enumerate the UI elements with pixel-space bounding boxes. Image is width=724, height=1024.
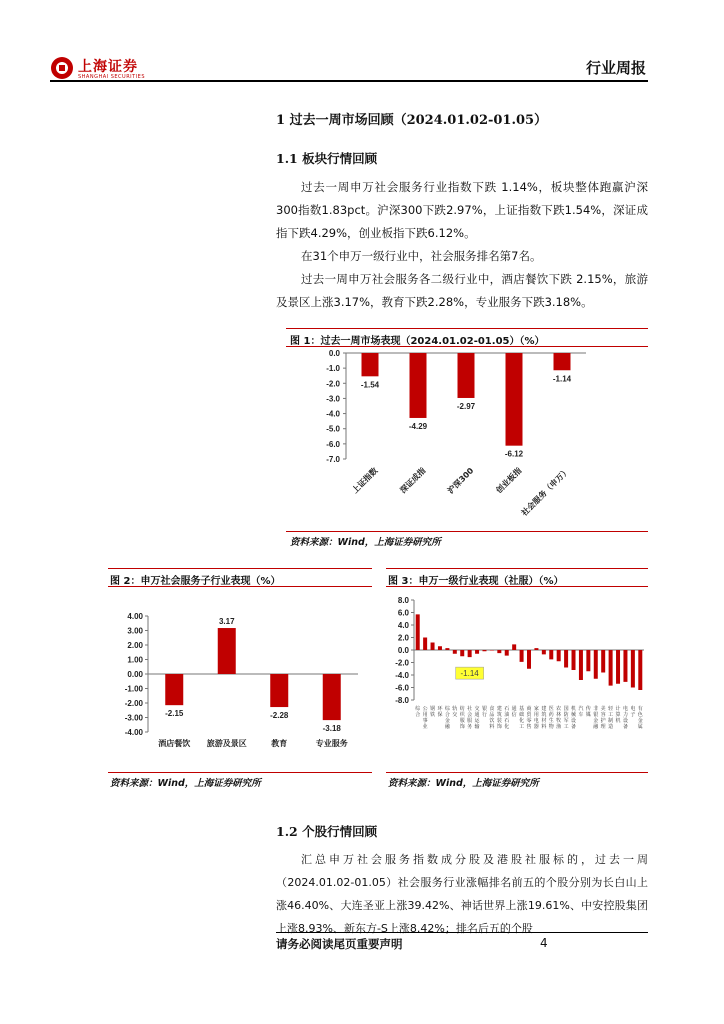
section-1-2-body <box>276 848 648 940</box>
figure-1-chart <box>286 346 648 530</box>
category-label: 公用事业 <box>422 706 428 730</box>
paragraph: 汇总申万社会服务指数成分股及港股社服标的，过去一周（2024.01.02-01.05）社会服务行业涨幅排名前五的个股分别为长白山上涨46.40%、大连圣亚上涨39.42%、神话世界上涨19.61%、中安控股集团上涨8.93%、新东方-S上涨8.42%；排名后五的个股 <box>276 853 648 935</box>
data-label: -3.18 <box>322 724 341 734</box>
bar <box>586 650 590 671</box>
figure-1-bottom-rule <box>286 531 648 532</box>
category-label: 社会服务 <box>467 706 473 730</box>
section-1-2-title: 1.2 个股行情回顾 <box>276 824 378 839</box>
bar <box>601 650 605 673</box>
bar <box>534 648 538 650</box>
y-tick-label: 4.0 <box>397 621 409 630</box>
bar <box>362 353 379 376</box>
figure-1-top-rule <box>286 328 648 329</box>
figure-1-source: 资料来源：Wind，上海证券研究所 <box>290 537 441 548</box>
bar <box>638 650 642 690</box>
bar <box>497 650 501 653</box>
page-number: 4 <box>540 936 548 950</box>
category-label: 旅游及景区 <box>206 739 247 748</box>
data-label: -1.54 <box>360 380 380 390</box>
category-label: 综合金融 <box>444 706 450 730</box>
category-label: 农林牧渔 <box>556 706 562 730</box>
y-tick-label: -6.0 <box>326 439 340 449</box>
y-tick-label: 3.00 <box>127 626 143 636</box>
bar <box>609 650 613 686</box>
y-tick-label: -2.0 <box>395 658 409 668</box>
bar <box>410 353 427 418</box>
figure-3-title: 图 3：申万一级行业表现（社服）（%） <box>388 576 564 587</box>
bar <box>416 614 420 650</box>
y-tick-label: 0.00 <box>127 670 143 679</box>
category-label: 教育 <box>271 739 288 748</box>
bar <box>165 674 183 705</box>
category-label: 美容护理 <box>600 706 606 730</box>
category-label: 银行 <box>481 706 487 718</box>
category-label: 基础化工 <box>519 706 525 730</box>
bar <box>579 650 583 680</box>
y-tick-label: -6.0 <box>395 683 409 693</box>
bar <box>554 353 571 370</box>
bar <box>564 650 568 668</box>
figure-3-top-rule <box>386 568 648 569</box>
bar <box>453 650 457 654</box>
bar <box>512 644 516 650</box>
category-label: 机械设备 <box>571 706 577 730</box>
bar <box>520 650 524 662</box>
bar <box>631 650 635 688</box>
data-label: -6.12 <box>504 449 524 459</box>
section-1-1-body <box>276 176 648 314</box>
paragraph: 过去一周申万社会服务各二级行业中，酒店餐饮下跌 2.15%，旅游及景区上涨3.17%，教育下跌2.28%，专业服务下跌3.18%。 <box>276 272 648 309</box>
category-label: 综合 <box>415 706 421 718</box>
bar <box>616 650 620 684</box>
category-label: 医药生物 <box>548 706 554 730</box>
bar <box>623 650 627 682</box>
category-label: 酒店餐饮 <box>158 739 191 748</box>
category-label: 沪深300 <box>445 466 476 496</box>
y-tick-label: -2.0 <box>326 379 340 389</box>
figure-2-chart <box>108 590 372 768</box>
figure-2-title: 图 2：申万社会服务子行业表现（%） <box>110 576 281 587</box>
bar <box>490 650 494 651</box>
bar <box>475 650 479 654</box>
bar <box>270 674 288 707</box>
bar <box>468 650 472 657</box>
figure-1-title: 图 1：过去一周市场表现（2024.01.02-01.05）（%） <box>290 336 545 347</box>
y-tick-label: 0.0 <box>328 349 340 358</box>
bar <box>542 650 546 654</box>
bar <box>527 650 531 669</box>
data-label: -2.28 <box>270 711 289 721</box>
logo-emblem-icon <box>50 56 74 80</box>
figure-3-source: 资料来源：Wind，上海证券研究所 <box>388 778 539 789</box>
category-label: 深证成指 <box>398 466 428 496</box>
y-tick-label: -7.0 <box>326 455 340 464</box>
logo-subtext: SHANGHAI SECURITIES <box>78 74 146 80</box>
y-tick-label: -3.00 <box>124 713 143 723</box>
y-tick-label: -4.00 <box>124 728 143 737</box>
category-label: 专业服务 <box>315 739 348 748</box>
bar <box>445 648 449 650</box>
category-label: 建筑材料 <box>541 706 547 730</box>
data-label: -4.29 <box>408 421 428 431</box>
bar <box>458 353 475 398</box>
category-label: 商贸零售 <box>526 706 532 730</box>
bar <box>549 650 553 659</box>
y-tick-label: 8.0 <box>397 596 409 605</box>
y-tick-label: 1.00 <box>127 655 143 665</box>
category-label: 非银金融 <box>593 706 599 730</box>
data-label: -2.97 <box>456 401 476 411</box>
y-tick-label: 2.0 <box>397 633 409 643</box>
category-label: 钢铁 <box>430 706 436 718</box>
disclaimer-note: 请务必阅读尾页重要声明 <box>276 937 403 951</box>
figure-2-title-rule <box>108 586 372 587</box>
category-label: 纺织服饰 <box>459 706 465 730</box>
y-tick-label: 4.00 <box>127 612 143 621</box>
y-tick-label: -1.00 <box>124 684 143 694</box>
bar <box>557 650 561 661</box>
category-label: 上证指数 <box>350 466 380 496</box>
highlight-label: -1.14 <box>460 669 479 679</box>
figure-3-title-rule <box>386 586 648 587</box>
category-label: 电子 <box>630 706 636 718</box>
category-label: 环保 <box>437 706 443 718</box>
category-label: 传媒 <box>585 706 591 718</box>
category-label: 创业板指 <box>494 466 524 496</box>
y-tick-label: -4.0 <box>395 671 409 680</box>
category-label: 汽车 <box>578 706 584 718</box>
category-label: 计算机 <box>615 706 621 724</box>
paragraph: 过去一周申万社会服务行业指数下跌 1.14%，板块整体跑赢沪深300指数1.83pct。沪深300下跌2.97%，上证指数下跌1.54%，深证成指下跌4.29%，创业板指下跌6.12%。 <box>276 180 648 240</box>
category-label: 电力设备 <box>622 706 628 730</box>
data-label: -2.15 <box>165 709 184 719</box>
category-label: 食品饮料 <box>489 706 495 730</box>
y-tick-label: -4.0 <box>326 409 340 419</box>
figure-2-source: 资料来源：Wind，上海证券研究所 <box>110 778 261 789</box>
y-tick-label: -1.0 <box>326 364 340 374</box>
category-label: 轨交 <box>452 706 458 718</box>
bar <box>594 650 598 679</box>
category-label: 建筑装饰 <box>496 706 502 730</box>
bar <box>505 650 509 656</box>
figure-2-top-rule <box>108 568 372 569</box>
bar <box>438 646 442 650</box>
category-label: 轻工制造 <box>608 706 614 730</box>
bar <box>323 674 341 720</box>
bar <box>482 650 486 651</box>
section-1-1-title: 1.1 板块行情回顾 <box>276 151 378 166</box>
figure-2-bottom-rule <box>108 772 372 773</box>
footer-divider <box>276 932 648 933</box>
bar <box>423 638 427 651</box>
data-label: 3.17 <box>218 617 235 627</box>
data-label: -1.14 <box>552 374 572 384</box>
bar <box>572 650 576 670</box>
document-type: 行业周报 <box>585 59 646 77</box>
category-label: 交通运输 <box>474 706 480 730</box>
y-tick-label: -8.0 <box>395 696 409 705</box>
category-label: 家用电器 <box>533 706 539 730</box>
y-tick-label: -3.0 <box>326 394 340 404</box>
figure-3-bottom-rule <box>386 772 648 773</box>
category-label: 通信 <box>511 706 517 718</box>
y-tick-label: 6.0 <box>397 608 409 618</box>
paragraph: 在31个申万一级行业中，社会服务排名第7名。 <box>301 249 542 263</box>
y-tick-label: 0.0 <box>397 646 409 655</box>
logo-text: 上海证券 <box>78 59 138 75</box>
bar <box>506 353 523 446</box>
category-label: 石油石化 <box>504 706 510 730</box>
bar <box>218 628 236 674</box>
category-label: 社会服务（申万） <box>519 466 572 518</box>
y-tick-label: -5.0 <box>326 424 340 434</box>
category-label: 有色金属 <box>637 706 643 730</box>
category-label: 国防军工 <box>563 706 569 730</box>
figure-3-chart <box>386 590 648 770</box>
bar <box>431 643 435 651</box>
bar <box>460 650 464 656</box>
y-tick-label: 2.00 <box>127 641 143 650</box>
section-1-title: 1 过去一周市场回顾（2024.01.02-01.05） <box>276 113 548 128</box>
header-divider <box>50 80 648 82</box>
y-tick-label: -2.00 <box>124 699 143 708</box>
